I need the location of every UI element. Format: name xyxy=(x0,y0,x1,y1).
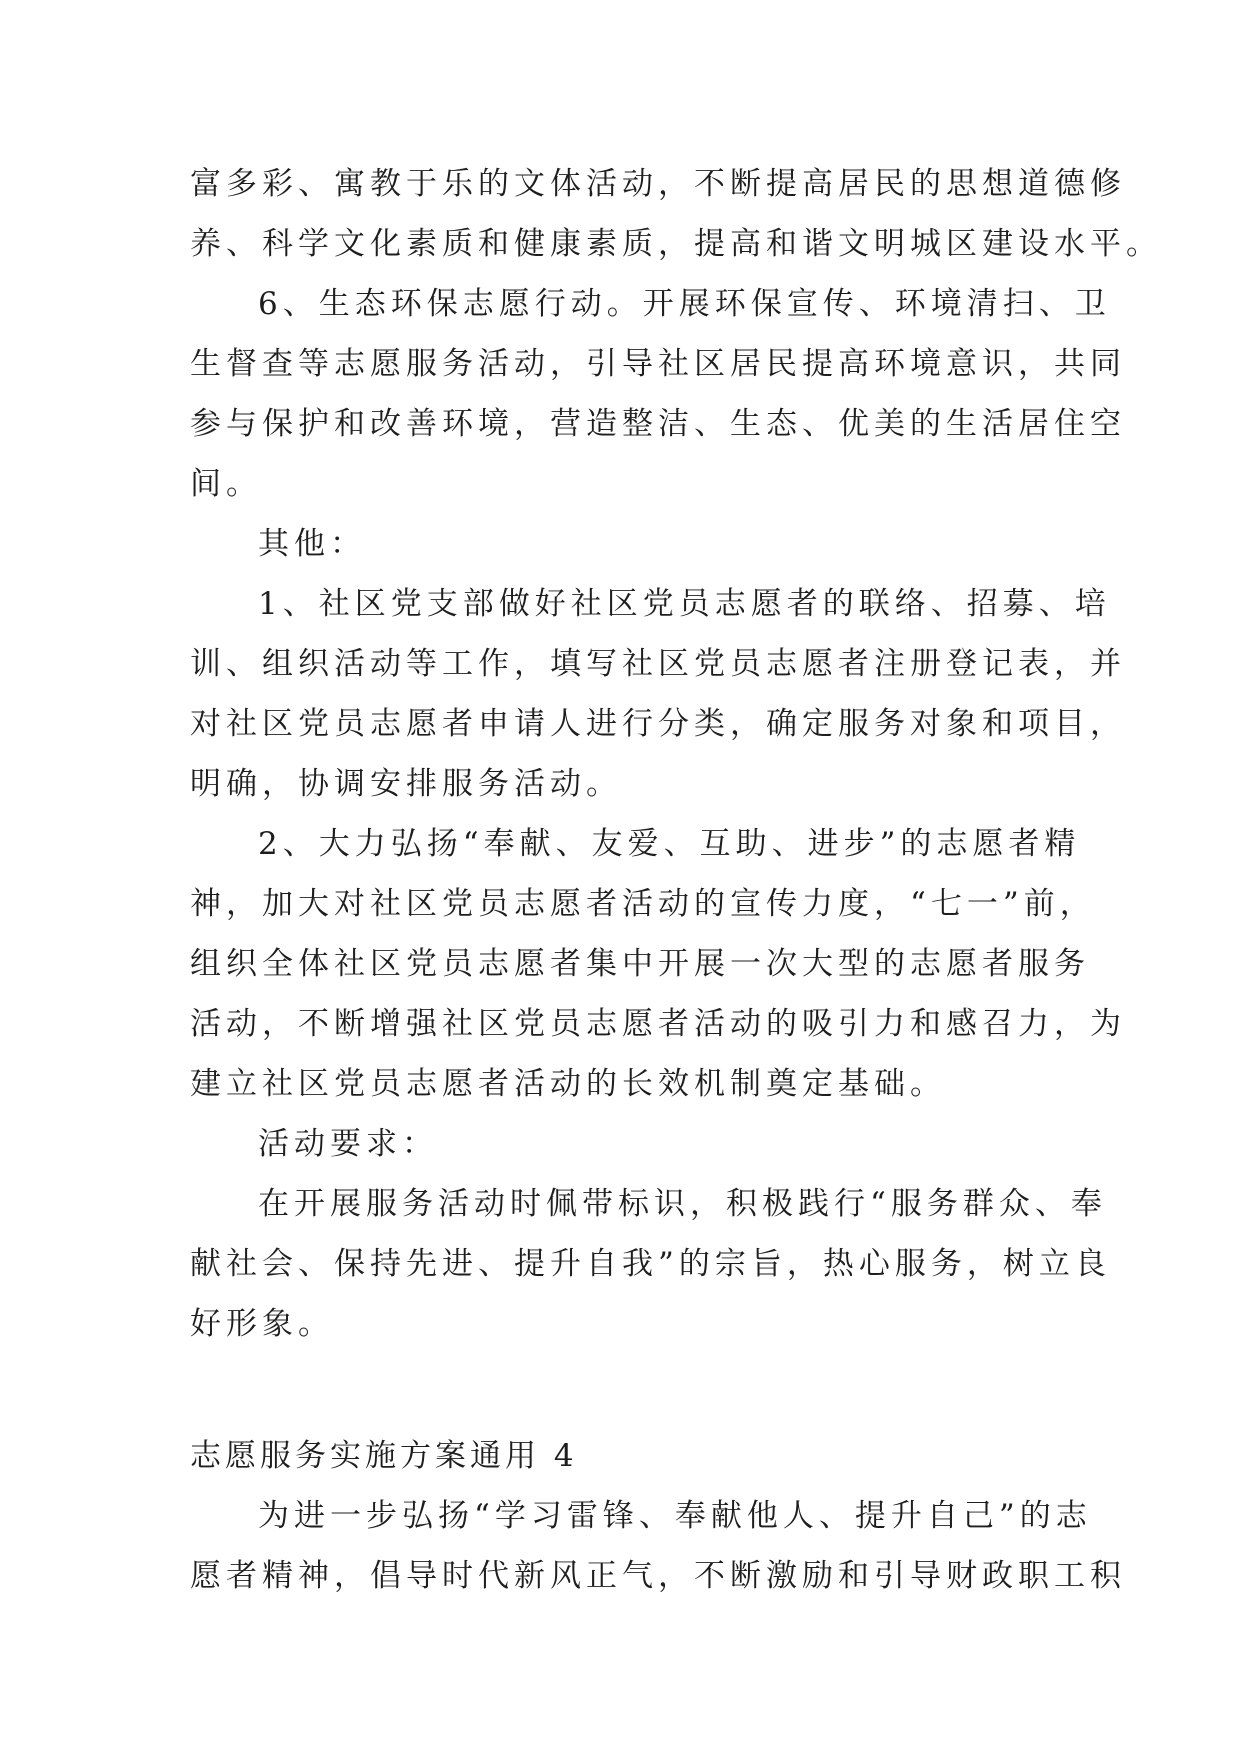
paragraph-line: 活动，不断增强社区党员志愿者活动的吸引力和感召力，为 xyxy=(190,1006,1126,1042)
section-label: 活动要求： xyxy=(258,1126,438,1162)
paragraph-line: 生督查等志愿服务活动，引导社区居民提高环境意识，共同 xyxy=(190,346,1126,382)
section-gap xyxy=(190,1354,1080,1426)
paragraph-line: 建立社区党员志愿者活动的长效机制奠定基础。 xyxy=(190,1066,946,1102)
section-heading: 志愿服务实施方案通用 4 xyxy=(190,1438,578,1474)
paragraph-line: 组织全体社区党员志愿者集中开展一次大型的志愿者服务 xyxy=(190,946,1090,982)
paragraph-line: 1、社区党支部做好社区党员志愿者的联络、招募、培 xyxy=(258,586,1111,622)
paragraph-line: 6、生态环保志愿行动。开展环保宣传、环境清扫、卫 xyxy=(258,286,1111,322)
paragraph-line: 明确，协调安排服务活动。 xyxy=(190,766,622,802)
paragraph-line: 2、大力弘扬“奉献、友爱、互助、进步”的志愿者精 xyxy=(258,826,1081,862)
paragraph-line: 参与保护和改善环境，营造整洁、生态、优美的生活居住空 xyxy=(190,406,1126,442)
section-label: 其他： xyxy=(258,526,366,562)
paragraph-line: 间。 xyxy=(190,466,262,502)
paragraph-line: 训、组织活动等工作，填写社区党员志愿者注册登记表，并 xyxy=(190,646,1126,682)
paragraph-line: 对社区党员志愿者申请人进行分类，确定服务对象和项目， xyxy=(190,706,1126,742)
paragraph-line: 在开展服务活动时佩带标识，积极践行“服务群众、奉 xyxy=(258,1186,1107,1222)
paragraph-line: 献社会、保持先进、提升自我”的宗旨，热心服务，树立良 xyxy=(190,1246,1111,1282)
paragraph-line: 为进一步弘扬“学习雷锋、奉献他人、提升自己”的志 xyxy=(258,1498,1092,1534)
paragraph-line: 养、科学文化素质和健康素质，提高和谐文明城区建设水平。 xyxy=(190,226,1162,262)
paragraph-line: 富多彩、寓教于乐的文体活动，不断提高居民的思想道德修 xyxy=(190,166,1126,202)
paragraph-line: 好形象。 xyxy=(190,1306,334,1342)
document-body xyxy=(190,154,1162,1606)
paragraph-line: 神，加大对社区党员志愿者活动的宣传力度，“七一”前， xyxy=(190,886,1096,922)
paragraph-line: 愿者精神，倡导时代新风正气，不断激励和引导财政职工积 xyxy=(190,1558,1126,1594)
